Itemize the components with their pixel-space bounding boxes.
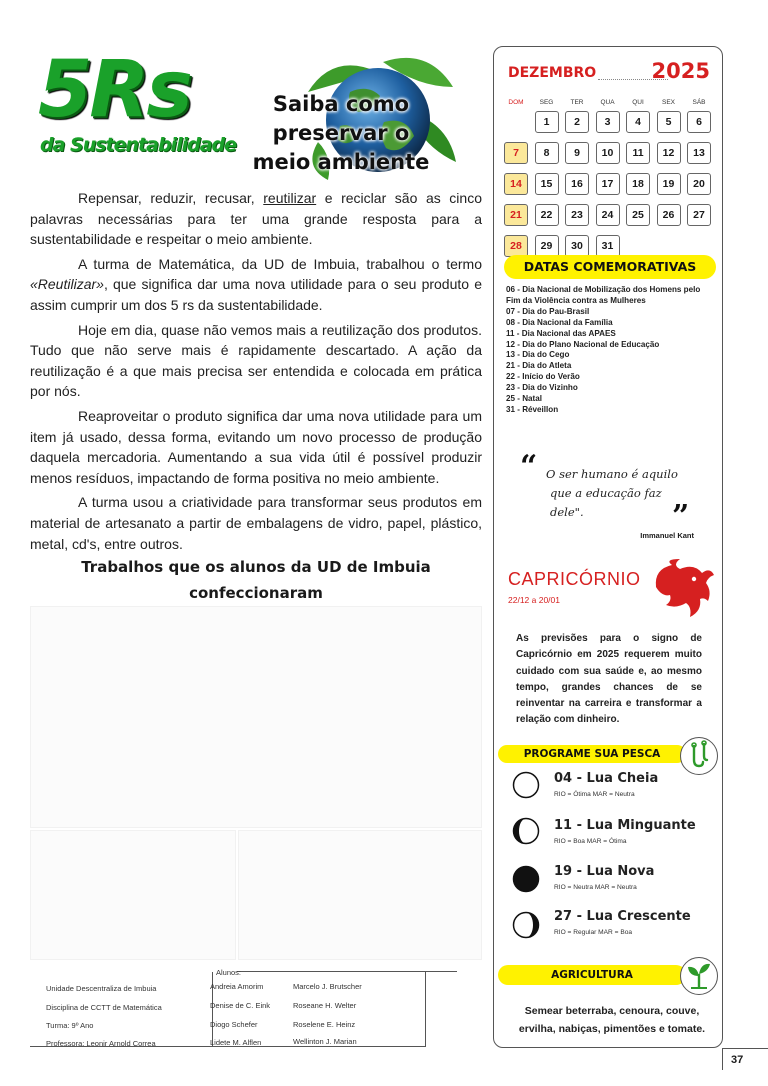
commemorative-date: 31 - Réveillon: [506, 404, 559, 414]
credit-info: Turma: 9º Ano: [46, 1021, 94, 1030]
weekday-label: SÁB: [692, 99, 706, 106]
student-name: Roseane H. Welter: [293, 1001, 357, 1010]
calendar-day: 4: [626, 111, 650, 133]
moon-phase-detail: RIO = Regular MAR = Boa: [554, 929, 633, 936]
sprout-icon: [680, 957, 718, 995]
waning-moon-icon: [512, 817, 540, 845]
photo-placeholder: [30, 830, 236, 960]
open-quote-icon: “: [520, 449, 538, 484]
calendar-day: 3: [596, 111, 620, 133]
weekday-label: SEX: [661, 99, 675, 106]
paragraph: Reaproveitar o produto significa dar uma nova utilidade para um item já usado, dessa forma, evitando um novo processo de produção daquela mercadoria. Aumentando a sua vida útil é possível produzir menos resíduos, impactando de forma positiva no meio ambiente.: [30, 407, 482, 486]
student-name: Roselene E. Heinz: [293, 1020, 356, 1029]
commemorative-date: 07 - Dia do Pau-Brasil: [506, 306, 590, 316]
calendar-day: 31: [596, 235, 620, 257]
quote-text: O ser humano é aquilo que a educação faz dele".: [546, 467, 678, 519]
calendar-day: 30: [565, 235, 589, 257]
quote-author: Immanuel Kant: [640, 531, 694, 540]
weekday-label: QUA: [600, 99, 615, 106]
headline-line: meio ambiente: [252, 150, 430, 174]
full-moon-icon: [512, 771, 540, 799]
student-name: Marcelo J. Brutscher: [293, 982, 362, 991]
calendar-day: 26: [657, 204, 681, 226]
waxing-moon-icon: [512, 911, 540, 939]
calendar-day: 14: [504, 173, 528, 195]
gallery-title: Trabalhos que os alunos da UD de Imbuia confeccionaram: [81, 558, 431, 602]
alunos-label: Alunos:: [216, 968, 242, 977]
photo-placeholder: [238, 830, 482, 960]
article-body: [30, 188, 482, 558]
commemorative-dates-list: [506, 285, 716, 416]
student-name: Andreia Amorim: [210, 982, 264, 991]
zodiac-sign-name: CAPRICÓRNIO: [508, 569, 641, 589]
commemorative-date: 23 - Dia do Vizinho: [506, 383, 578, 393]
moon-phase-detail: RIO = Boa MAR = Ótima: [554, 838, 627, 845]
moon-phase-name: 27 - Lua Crescente: [554, 909, 691, 924]
student-name: Wellinton J. Marian: [293, 1037, 357, 1046]
student-name: Diogo Schefer: [210, 1020, 258, 1029]
calendar-day: 17: [596, 173, 620, 195]
calendar-day: 5: [657, 111, 681, 133]
calendar-day: 20: [687, 173, 711, 195]
zodiac-forecast: As previsões para o signo de Capricórnio em 2025 requerem muito cuidado com sua saúde e, ao mesmo tempo, grandes chances de se reinventar na carreira e transformar a relação com dinheiro.: [516, 633, 702, 726]
calendar-day: 23: [565, 204, 589, 226]
logo-title: 5Rs: [38, 45, 190, 135]
calendar-day: 6: [687, 111, 711, 133]
calendar-day: 24: [596, 204, 620, 226]
headline-line: preservar o: [272, 121, 410, 145]
student-name: Denise de C. Eink: [210, 1001, 271, 1010]
new-moon-icon: [512, 865, 540, 893]
agriculture-title: AGRICULTURA: [498, 965, 686, 985]
calendar-header: [506, 59, 712, 85]
moon-phase-detail: RIO = Ótima MAR = Neutra: [554, 791, 635, 798]
paragraph: A turma usou a criatividade para transformar seus produtos em material de artesanato a partir de embalagens de vidro, papel, plástico, metal, cd's, entre outros.: [30, 494, 482, 552]
calendar-day: 16: [565, 173, 589, 195]
moon-phase-name: 04 - Lua Cheia: [554, 771, 659, 786]
page-number: 37: [722, 1048, 768, 1070]
credit-info: Disciplina de CCTT de Matemática: [46, 1003, 162, 1012]
calendar-day: 22: [535, 204, 559, 226]
calendar-day: 29: [535, 235, 559, 257]
credits-box: [30, 968, 430, 1050]
calendar-day: 15: [535, 173, 559, 195]
calendar-day: 28: [504, 235, 528, 257]
commemorative-dates-title: DATAS COMEMORATIVAS: [504, 255, 716, 279]
calendar-day: 21: [504, 204, 528, 226]
headline: [236, 90, 446, 177]
photo-placeholder: [30, 606, 482, 828]
weekday-label: TER: [570, 99, 584, 106]
calendar-day: 13: [687, 142, 711, 164]
credit-info: Unidade Descentraliza de Imbuia: [46, 984, 157, 993]
calendar-day: 2: [565, 111, 589, 133]
calendar-month: DEZEMBRO: [508, 65, 597, 81]
sustainability-logo: [38, 45, 238, 168]
paragraph: Hoje em dia, quase não vemos mais a reutilização dos produtos. Tudo que não serve mais é rapidamente descartado. A ação da reutilização é a que mais precisa ser entendida e colocada em prática por nós.: [30, 321, 482, 400]
calendar-day: 27: [687, 204, 711, 226]
calendar-day: 12: [657, 142, 681, 164]
fishing-title: PROGRAME SUA PESCA: [498, 745, 686, 763]
logo-subtitle: da Sustentabilidade: [40, 134, 237, 156]
credit-info: Professora: Leonir Arnold Correa: [46, 1039, 156, 1048]
calendar-day: 19: [657, 173, 681, 195]
calendar-day: 1: [535, 111, 559, 133]
calendar-day: 9: [565, 142, 589, 164]
moon-phase-name: 11 - Lua Minguante: [554, 818, 696, 833]
commemorative-date: 25 - Natal: [506, 394, 542, 404]
calendar-day: 10: [596, 142, 620, 164]
weekday-label: DOM: [508, 99, 524, 106]
commemorative-date: 06 - Dia Nacional de Mobilização dos Homens pelo Fim da Violência contra as Mulheres: [506, 285, 701, 305]
zodiac-sign-dates: 22/12 a 20/01: [508, 595, 560, 605]
commemorative-date: 12 - Dia do Plano Nacional de Educação: [506, 339, 660, 349]
moon-phase-name: 19 - Lua Nova: [554, 864, 655, 879]
capricorn-icon: [650, 557, 716, 619]
calendar-year: 2025: [651, 59, 710, 83]
calendar-day: 25: [626, 204, 650, 226]
sidebar-panel: [493, 46, 723, 1048]
calendar-day: 18: [626, 173, 650, 195]
fishing-hook-icon: [680, 737, 718, 775]
commemorative-date: 11 - Dia Nacional das APAES: [506, 328, 616, 338]
close-quote-icon: ”: [672, 499, 690, 534]
commemorative-date: 13 - Dia do Cego: [506, 350, 570, 360]
paragraph: A turma de Matemática, da UD de Imbuia, trabalhou o termo «Reutilizar», que significa dar uma nova utilidade para o seu produto e assim cumprir um dos 5 rs da sustentabilidade.: [30, 255, 482, 313]
commemorative-date: 22 - Início do Verão: [506, 372, 580, 382]
moon-phase-detail: RIO = Neutra MAR = Neutra: [554, 884, 637, 891]
commemorative-date: 08 - Dia Nacional da Família: [506, 317, 613, 327]
paragraph: Repensar, reduzir, recusar, reutilizar e reciclar são as cinco palavras necessárias para ter uma grande resposta para a sustentabilidade e respeitar o meio ambiente.: [30, 190, 482, 248]
calendar-day: 11: [626, 142, 650, 164]
agriculture-text: Semear beterraba, cenoura, couve, ervilha, nabiças, pimentões e tomate.: [518, 1005, 706, 1035]
calendar-day: 8: [535, 142, 559, 164]
commemorative-date: 21 - Dia do Atleta: [506, 361, 572, 371]
student-name: Lidete M. Alflen: [210, 1038, 262, 1047]
weekday-label: QUI: [632, 99, 644, 106]
calendar-day: 7: [504, 142, 528, 164]
headline-line: Saiba como: [272, 92, 410, 116]
weekday-label: SEG: [539, 99, 554, 106]
